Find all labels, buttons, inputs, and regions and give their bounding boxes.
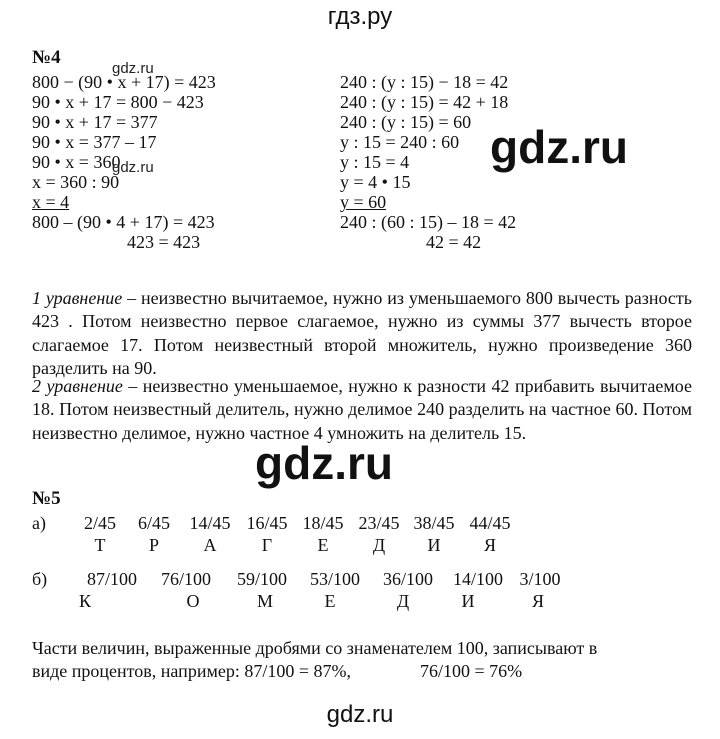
letter: Я (483, 535, 496, 555)
fraction: 76/100 (160, 569, 211, 589)
fraction: 3/100 (519, 569, 561, 589)
row-b (0, 569, 720, 613)
task5-number: №5 (32, 488, 61, 509)
fraction: 53/100 (309, 569, 360, 589)
explanation-text: – неизвестно уменьшаемое, нужно к разности 42 прибавить вычитаемое 18. Потом неизвестный делитель, нужно делимое 240 разделить на частное 60. Потом неизвестно делимое, нужно частное 4 умножить на делитель 15. (32, 376, 692, 443)
percent-note-line2: виде процентов, например: 87/100 = 87%, (32, 661, 351, 681)
letter: Д (396, 591, 410, 611)
explanation-text: – неизвестно вычитаемое, нужно из уменьшаемого 800 вычесть разность 423 . Потом неизвестно первое слагаемое, нужно из суммы 377 вычесть второе слагаемое 17. Потом неизвестный второй множитель, нужно произведение 360 разделить на 90. (32, 288, 692, 378)
letter: Я (531, 591, 544, 611)
letter: К (78, 591, 91, 611)
letter: Т (94, 535, 106, 555)
fraction: 23/45 (358, 513, 400, 533)
letter: Д (372, 535, 386, 555)
equation-line: 240 : (y : 15) = 60 (340, 112, 472, 132)
percent-note-line1: Части величин, выраженные дробями со знаменателем 100, записывают в (32, 638, 598, 658)
letter: А (203, 535, 217, 555)
equation-line: y : 15 = 4 (340, 152, 410, 172)
fraction: 44/45 (469, 513, 511, 533)
explanation-label: 1 уравнение (32, 288, 123, 308)
fraction: 38/45 (413, 513, 455, 533)
equation-line: 90 • x = 360 (32, 152, 121, 172)
check-line: 240 : (60 : 15) – 18 = 42 (340, 212, 517, 232)
explanation-1 (32, 287, 692, 380)
fraction: 18/45 (302, 513, 344, 533)
letter: И (427, 535, 441, 555)
fraction: 36/100 (382, 569, 433, 589)
equation-line: 90 • x = 377 – 17 (32, 132, 157, 152)
explanation-2 (32, 375, 692, 445)
answer-x: x = 4 (32, 192, 70, 212)
fraction: 2/45 (83, 513, 116, 533)
row-a-label: а) (32, 513, 46, 533)
equation-line: 240 : (y : 15) − 18 = 42 (340, 72, 509, 92)
site-footer: gdz.ru (326, 701, 394, 728)
watermark-small: gdz.ru (112, 159, 154, 176)
answer-y: y = 60 (340, 192, 387, 212)
letter: Г (261, 535, 273, 555)
watermark-small: gdz.ru (112, 60, 154, 77)
equation-line: 90 • x + 17 = 800 − 423 (32, 92, 204, 112)
percent-note-example: 76/100 = 76% (420, 661, 523, 681)
letter: Е (317, 535, 329, 555)
fraction: 16/45 (246, 513, 288, 533)
letter: М (256, 591, 273, 611)
watermark-large: gdz.ru (490, 121, 628, 173)
row-a (0, 513, 720, 557)
equation-line: x = 360 : 90 (32, 172, 120, 192)
explanation-label: 2 уравнение (32, 376, 123, 396)
site-header: гдз.ру (327, 3, 393, 30)
task4-number: №4 (32, 47, 61, 68)
equation-line: y : 15 = 240 : 60 (340, 132, 460, 152)
letter: Р (148, 535, 159, 555)
fraction: 14/100 (452, 569, 503, 589)
equation-line: 240 : (y : 15) = 42 + 18 (340, 92, 509, 112)
letter: Е (324, 591, 336, 611)
equation-line: 800 − (90 • x + 17) = 423 (32, 72, 216, 92)
fraction: 14/45 (189, 513, 231, 533)
letter: И (461, 591, 475, 611)
check-result: 42 = 42 (426, 232, 482, 252)
equation-line: y = 4 • 15 (340, 172, 411, 192)
equation-line: 90 • x + 17 = 377 (32, 112, 158, 132)
letter: О (186, 591, 200, 611)
fraction: 59/100 (236, 569, 287, 589)
row-b-label: б) (32, 569, 48, 589)
fraction: 6/45 (137, 513, 170, 533)
watermark-large: gdz.ru (255, 437, 393, 489)
check-line: 800 – (90 • 4 + 17) = 423 (32, 212, 215, 232)
fraction: 87/100 (86, 569, 137, 589)
check-result: 423 = 423 (127, 232, 201, 252)
